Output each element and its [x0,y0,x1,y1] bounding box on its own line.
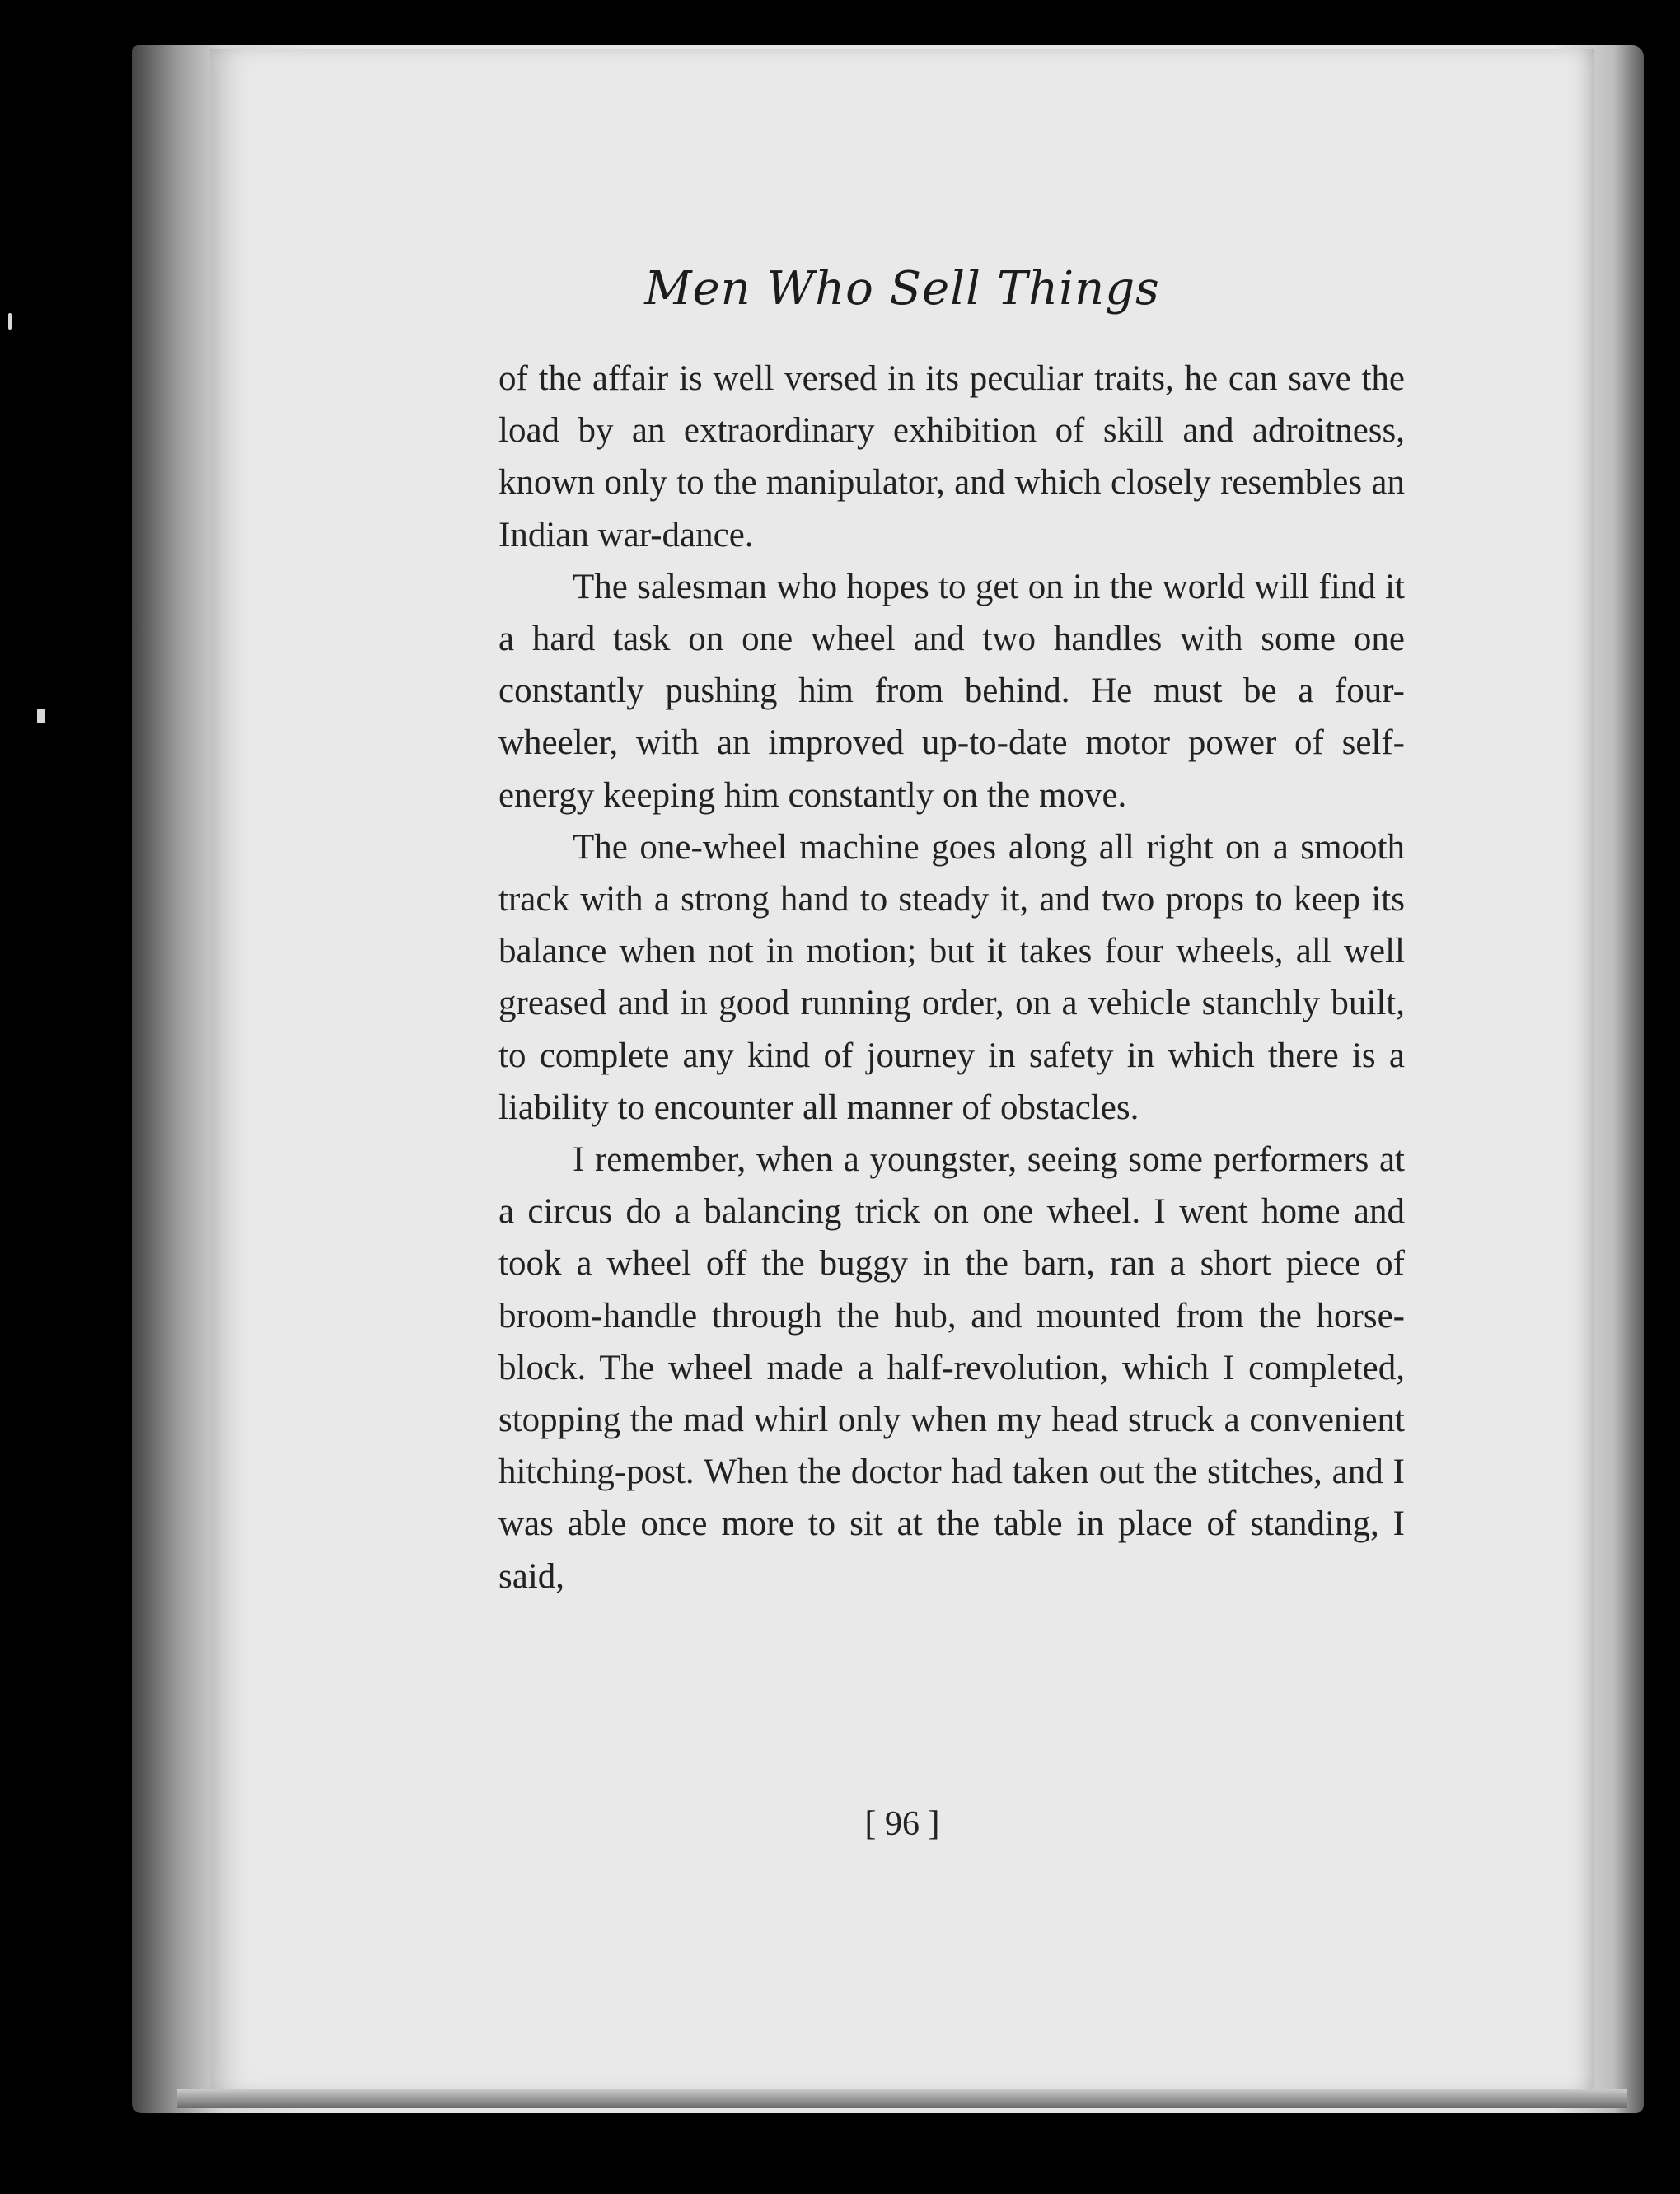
paragraph: The salesman who hopes to get on in the world will find it a hard task on one wheel and two handles with some one constantly pushing him from behind. He must be a four-wheeler, with an improved up-to-date motor power of self-energy keeping him constantly on the move. [498,567,1405,815]
paragraph: of the affair is well versed in its peculiar traits, he can save the load by an extraordinary exhibition of skill and adroitness, known only to the manipulator, and which closely resembles an Indian war-dance. [498,359,1405,554]
paragraph: The one-wheel machine goes along all right on a smooth track with a strong hand to steady it, and two props to keep its balance when not in motion; but it takes four wheels, all well greased and in good running order, on a vehicle stanchly built, to complete any kind of journey in safety in which there is a liability to encounter all manner of obstacles. [498,827,1405,1127]
paragraph: I remember, when a youngster, seeing some performers at a circus do a balancing trick on one wheel. I went home and took a wheel off the buggy in the barn, ran a short piece of broom-handle through the hub, and mounted from the horse-block. The wheel made a half-revolution, which I completed, stopping the mad whirl only when my head struck a convenient hitching-post. When the doctor had taken out the stitches, and I was able once more to sit at the table in place of standing, I said, [498,1140,1405,1596]
page-bottom-edge [177,2089,1627,2108]
scan-speck [8,313,12,330]
running-head: Men Who Sell Things [644,262,1160,316]
scan-speck [37,709,45,723]
page-number: [ 96 ] [864,1805,940,1843]
body-text [498,353,1405,1602]
